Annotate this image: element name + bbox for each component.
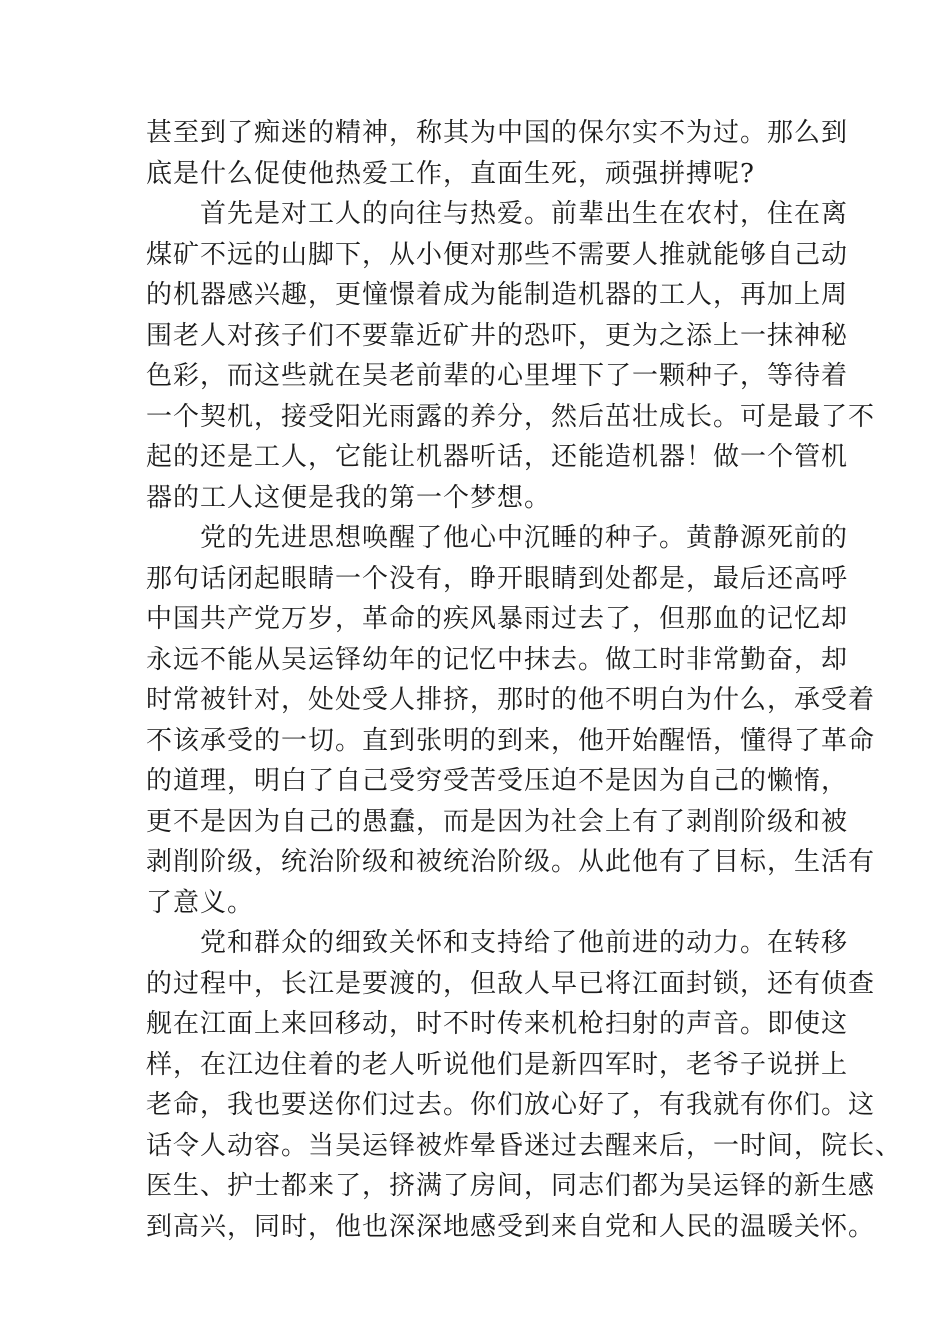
- text-line: 永远不能从吴运铎幼年的记忆中抹去。做工时非常勤奋，却: [146, 644, 849, 675]
- text-line: 的机器感兴趣，更憧憬着成为能制造机器的工人，再加上周: [146, 280, 849, 310]
- text-line: 话令人动容。当吴运铎被炸晕昏迷过去醒来后，一时间，院长、: [146, 1130, 903, 1161]
- text-line: 更不是因为自己的愚蠢，而是因为社会上有了剥削阶级和被: [146, 806, 849, 837]
- text-line: 色彩，而这些就在吴老前辈的心里埋下了一颗种子，等待着: [146, 361, 849, 391]
- text-line: 起的还是工人，它能让机器听话，还能造机器！做一个管机: [146, 442, 849, 472]
- text-line: 的道理，明白了自己受穷受苦受压迫不是因为自己的懒惰，: [146, 766, 849, 796]
- paragraph-first-line: 首先是对工人的向往与热爱。前辈出生在农村，住在离: [200, 199, 849, 229]
- text-line: 舰在江面上来回移动，时不时传来机枪扫射的声音。即使这: [146, 1009, 849, 1039]
- text-line: 剥削阶级，统治阶级和被统治阶级。从此他有了目标，生活有: [146, 847, 876, 877]
- text-line: 甚至到了痴迷的精神，称其为中国的保尔实不为过。那么到: [146, 118, 849, 148]
- body-text: [146, 113, 903, 1247]
- text-line: 那句话闭起眼睛一个没有，睁开眼睛到处都是，最后还高呼: [146, 563, 849, 594]
- text-line: 围老人对孩子们不要靠近矿井的恐吓，更为之添上一抹神秘: [146, 320, 849, 351]
- text-line: 底是什么促使他热爱工作，直面生死，顽强拼搏呢?: [146, 158, 755, 189]
- paragraph-first-line: 党的先进思想唤醒了他心中沉睡的种子。黄静源死前的: [200, 523, 849, 553]
- text-line: 老命，我也要送你们过去。你们放心好了，有我就有你们。这: [146, 1090, 876, 1120]
- paragraph-first-line: 党和群众的细致关怀和支持给了他前进的动力。在转移: [200, 928, 849, 958]
- text-line: 不该承受的一切。直到张明的到来，他开始醒悟，懂得了革命: [146, 725, 876, 756]
- text-line: 时常被针对，处处受人排挤，那时的他不明白为什么，承受着: [146, 685, 876, 715]
- text-line: 了意义。: [146, 887, 255, 918]
- text-line: 样，在江边住着的老人听说他们是新四军时，老爷子说拼上: [146, 1049, 849, 1080]
- text-line: 到高兴，同时，他也深深地感受到来自党和人民的温暖关怀。: [146, 1211, 876, 1242]
- text-line: 的过程中，长江是要渡的，但敌人早已将江面封锁，还有侦查: [146, 968, 876, 999]
- text-line: 一个契机，接受阳光雨露的养分，然后茁壮成长。可是最了不: [146, 401, 876, 432]
- text-line: 器的工人这便是我的第一个梦想。: [146, 482, 552, 513]
- text-line: 医生、护士都来了，挤满了房间，同志们都为吴运铎的新生感: [146, 1171, 876, 1201]
- text-line: 煤矿不远的山脚下，从小便对那些不需要人推就能够自己动: [146, 239, 849, 270]
- text-line: 中国共产党万岁，革命的疾风暴雨过去了，但那血的记忆却: [146, 604, 849, 634]
